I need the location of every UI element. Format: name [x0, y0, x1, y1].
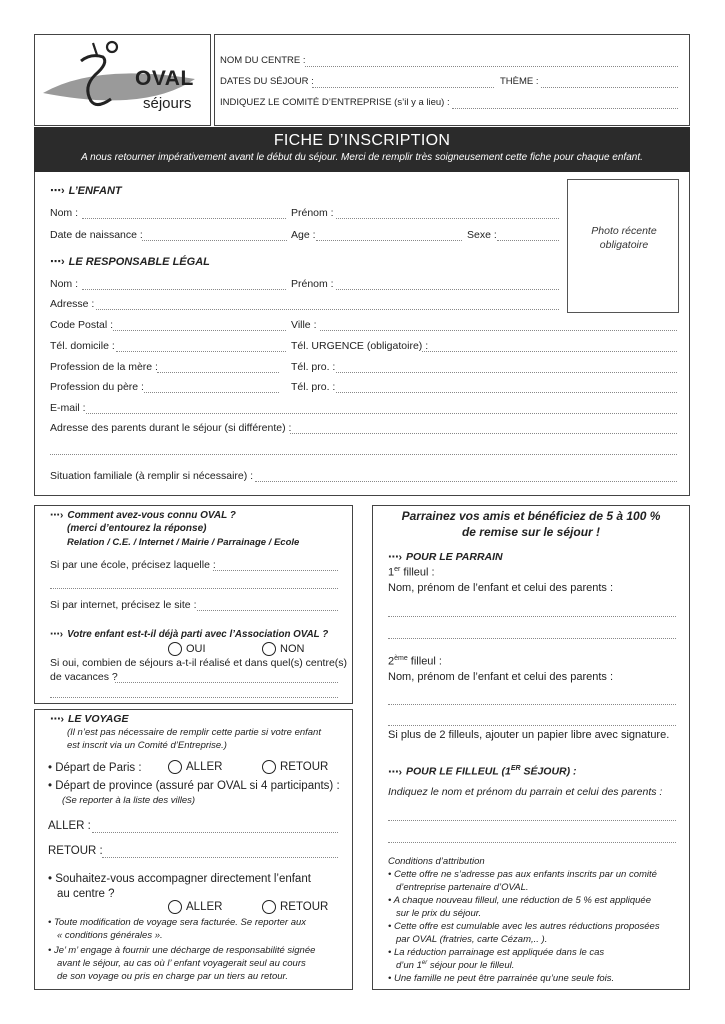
email-label: E-mail : — [50, 402, 86, 414]
condition-3b: par OVAL (fratries, carte Cézam,.. ). — [396, 934, 548, 945]
prof-mere-field[interactable] — [157, 372, 279, 373]
logo-subtext: séjours — [143, 95, 192, 112]
combien-field[interactable] — [115, 682, 338, 683]
connu-sub: (merci d’entourez la réponse) — [67, 523, 207, 534]
arrow-right-icon: ⋯› — [50, 713, 64, 725]
photo-box[interactable] — [567, 179, 679, 313]
connu-options[interactable]: Relation / C.E. / Internet / Mairie / Parrainage / Ecole — [67, 537, 300, 548]
prof-pere-field[interactable] — [144, 392, 279, 393]
aller-label: ALLER : — [48, 820, 91, 832]
parrain-field-1[interactable] — [388, 820, 676, 821]
tel-urgence-field[interactable] — [422, 351, 677, 352]
souhait-label-2: au centre ? — [57, 888, 115, 900]
voyage-note-1: (Il n’est pas nécessaire de remplir cette partie si votre enfant — [67, 727, 321, 738]
filleul2-label: 2ème filleul : — [388, 655, 442, 668]
aller-field[interactable] — [92, 832, 338, 833]
resp-nom-label: Nom : — [50, 278, 79, 290]
decharge-note-2: avant le séjour, au cas où l’ enfant voyagerait seul au cours — [57, 958, 306, 969]
nom-prenom2-label: Nom, prénom de l’enfant et celui des parents : — [388, 671, 614, 683]
filleul-heading: ⋯› POUR LE FILLEUL (1ER SÉJOUR) : — [388, 765, 577, 778]
enfant-heading: ⋯› L’ENFANT — [50, 185, 122, 197]
adresse-sejour-label: Adresse des parents durant le séjour (si différente) : — [50, 422, 292, 434]
condition-4a: • La réduction parrainage est appliquée dans le cas — [388, 947, 605, 958]
filleul1-label: 1er filleul : — [388, 566, 435, 579]
paris-retour-option[interactable]: RETOUR — [262, 760, 328, 774]
souhait-label-1: • Souhaitez-vous accompagner directement l’enfant — [48, 873, 311, 885]
ecole-label: Si par une école, précisez laquelle : — [50, 559, 216, 571]
resp-nom-field[interactable] — [82, 289, 286, 290]
responsable-heading: ⋯› LE RESPONSABLE LÉGAL — [50, 256, 210, 268]
depart-province-label: • Départ de province (assuré par OVAL si 4 participants) : — [48, 780, 340, 792]
nom-centre-field[interactable] — [305, 66, 678, 67]
decharge-note-1: • Je’ m’ engage à fournir une décharge de responsabilité signée — [48, 945, 316, 956]
cp-label: Code Postal : — [50, 319, 114, 331]
combien-field-2[interactable] — [50, 697, 338, 698]
ecole-field[interactable] — [213, 570, 338, 571]
souhait-retour-option[interactable]: RETOUR — [262, 900, 328, 914]
tel-domicile-field[interactable] — [116, 351, 286, 352]
enfant-nom-label: Nom : — [50, 207, 79, 219]
naissance-field[interactable] — [142, 240, 287, 241]
prof-mere-label: Profession de la mère : — [50, 361, 158, 373]
enfant-prenom-label: Prénom : — [291, 207, 334, 219]
conditions-title: Conditions d’attribution — [388, 856, 485, 867]
indiquez-label: Indiquez le nom et prénom du parrain et celui des parents : — [388, 786, 663, 798]
parrainage-title-2: de remise sur le séjour ! — [461, 525, 601, 539]
adresse-sejour-field[interactable] — [290, 433, 677, 434]
tel-urgence-label: Tél. URGENCE (obligatoire) : — [291, 340, 429, 352]
plus-filleuls-note: Si plus de 2 filleuls, ajouter un papier libre avec signature. — [388, 729, 670, 741]
paris-aller-option[interactable]: ALLER — [168, 760, 222, 774]
parrain-heading: ⋯› POUR LE PARRAIN — [388, 551, 503, 563]
arrow-right-icon: ⋯› — [50, 629, 64, 640]
modif-note-2: « conditions générales ». — [57, 930, 163, 941]
paris-aller-radio[interactable] — [168, 760, 182, 774]
modif-note-1: • Toute modification de voyage sera facturée. Se reporter aux — [48, 917, 307, 928]
filleul1-field-1[interactable] — [388, 616, 676, 617]
arrow-right-icon: ⋯› — [50, 510, 64, 521]
province-note: (Se reporter à la liste des villes) — [62, 795, 196, 806]
adresse-label: Adresse : — [50, 298, 95, 310]
logo-box — [34, 34, 211, 126]
retour-field[interactable] — [102, 857, 338, 858]
resp-prenom-label: Prénom : — [291, 278, 334, 290]
condition-5: • Une famille ne peut être parrainée qu’une seule fois. — [388, 973, 615, 984]
age-field[interactable] — [316, 240, 462, 241]
combien-label-2: de vacances ? — [50, 671, 118, 683]
nom-centre-label: NOM DU CENTRE : — [220, 55, 306, 66]
internet-field[interactable] — [197, 610, 338, 611]
condition-2a: • A chaque nouveau filleul, une réduction de 5 % est appliquée — [388, 895, 652, 906]
filleul2-field-1[interactable] — [388, 704, 676, 705]
enfant-nom-field[interactable] — [82, 218, 286, 219]
tel-domicile-label: Tél. domicile : — [50, 340, 115, 352]
title-banner — [34, 127, 690, 172]
deja-parti-heading: ⋯› Votre enfant est-t-il déjà parti avec l’Association OVAL ? — [50, 629, 329, 640]
email-field[interactable] — [86, 413, 677, 414]
non-radio[interactable] — [262, 642, 276, 656]
comite-label: INDIQUEZ LE COMITÉ D’ENTREPRISE (s’il y a lieu) : — [220, 97, 450, 108]
parrain-field-2[interactable] — [388, 842, 676, 843]
ville-label: Ville : — [291, 319, 317, 331]
internet-label: Si par internet, précisez le site : — [50, 599, 197, 611]
condition-4b: d’un 1er séjour pour le filleul. — [396, 960, 515, 972]
souhait-aller-option[interactable]: ALLER — [168, 900, 222, 914]
logo-text: OVAL — [135, 67, 194, 90]
arrow-right-icon: ⋯› — [388, 765, 402, 778]
oui-option[interactable]: OUI — [168, 642, 206, 656]
cp-field[interactable] — [113, 330, 286, 331]
nom-prenom1-label: Nom, prénom de l’enfant et celui des parents : — [388, 582, 614, 594]
adresse-sejour-field-2[interactable] — [50, 454, 677, 455]
depart-paris-label: • Départ de Paris : — [48, 762, 142, 774]
arrow-right-icon: ⋯› — [388, 551, 402, 563]
dates-sejour-label: DATES DU SÉJOUR : — [220, 76, 314, 87]
connu-heading: ⋯› Comment avez-vous connu OVAL ? — [50, 510, 236, 521]
arrow-right-icon: ⋯› — [50, 185, 65, 197]
paris-retour-radio[interactable] — [262, 760, 276, 774]
enfant-prenom-field[interactable] — [336, 218, 559, 219]
photo-label: Photo récente obligatoire — [591, 225, 657, 251]
retour-label: RETOUR : — [48, 845, 103, 857]
age-label: Age : — [291, 229, 316, 241]
tel-pro2-label: Tél. pro. : — [291, 381, 336, 393]
tel-pro1-field[interactable] — [336, 372, 677, 373]
oui-radio[interactable] — [168, 642, 182, 656]
page-subtitle: A nous retourner impérativement avant le début du séjour. Merci de remplir très soigneusement cette fiche pour chaque enfant. — [81, 152, 643, 163]
combien-label-1: Si oui, combien de séjours a-t-il réalisé et dans quel(s) centre(s) — [50, 657, 348, 669]
condition-1a: • Cette offre ne s’adresse pas aux enfants inscrits par un comité — [388, 869, 657, 880]
souhait-retour-radio[interactable] — [262, 900, 276, 914]
souhait-aller-radio[interactable] — [168, 900, 182, 914]
decharge-note-3: de son voyage ou pris en charge par un tiers au retour. — [57, 971, 288, 982]
parrainage-title-1: Parrainez vos amis et bénéficiez de 5 à 100 % — [401, 509, 661, 523]
page-title: FICHE D’INSCRIPTION — [273, 132, 451, 149]
situation-label: Situation familiale (à remplir si nécessaire) : — [50, 470, 254, 482]
resp-prenom-field[interactable] — [336, 289, 559, 290]
adresse-field[interactable] — [96, 309, 559, 310]
filleul2-field-2[interactable] — [388, 725, 676, 726]
voyage-note-2: est inscrit via un Comité d’Entreprise.) — [67, 740, 227, 751]
condition-1b: d’entreprise partenaire d’OVAL. — [396, 882, 529, 893]
comite-field[interactable] — [452, 108, 678, 109]
arrow-right-icon: ⋯› — [50, 256, 65, 268]
ecole-field-2[interactable] — [50, 588, 338, 589]
condition-2b: sur le prix du séjour. — [396, 908, 482, 919]
sexe-label: Sexe : — [467, 229, 497, 241]
prof-pere-label: Profession du père : — [50, 381, 144, 393]
non-option[interactable]: NON — [262, 642, 304, 656]
condition-3a: • Cette offre est cumulable avec les autres réductions proposées — [388, 921, 660, 932]
theme-field[interactable] — [541, 87, 678, 88]
tel-pro2-field[interactable] — [336, 392, 677, 393]
filleul1-field-2[interactable] — [388, 638, 676, 639]
situation-field[interactable] — [255, 481, 677, 482]
sexe-field[interactable] — [497, 240, 559, 241]
ville-field[interactable] — [320, 330, 677, 331]
dates-sejour-field[interactable] — [312, 87, 494, 88]
voyage-heading: ⋯› LE VOYAGE — [50, 713, 129, 725]
tel-pro1-label: Tél. pro. : — [291, 361, 336, 373]
naissance-label: Date de naissance : — [50, 229, 143, 241]
theme-label: THÈME : — [500, 76, 539, 87]
